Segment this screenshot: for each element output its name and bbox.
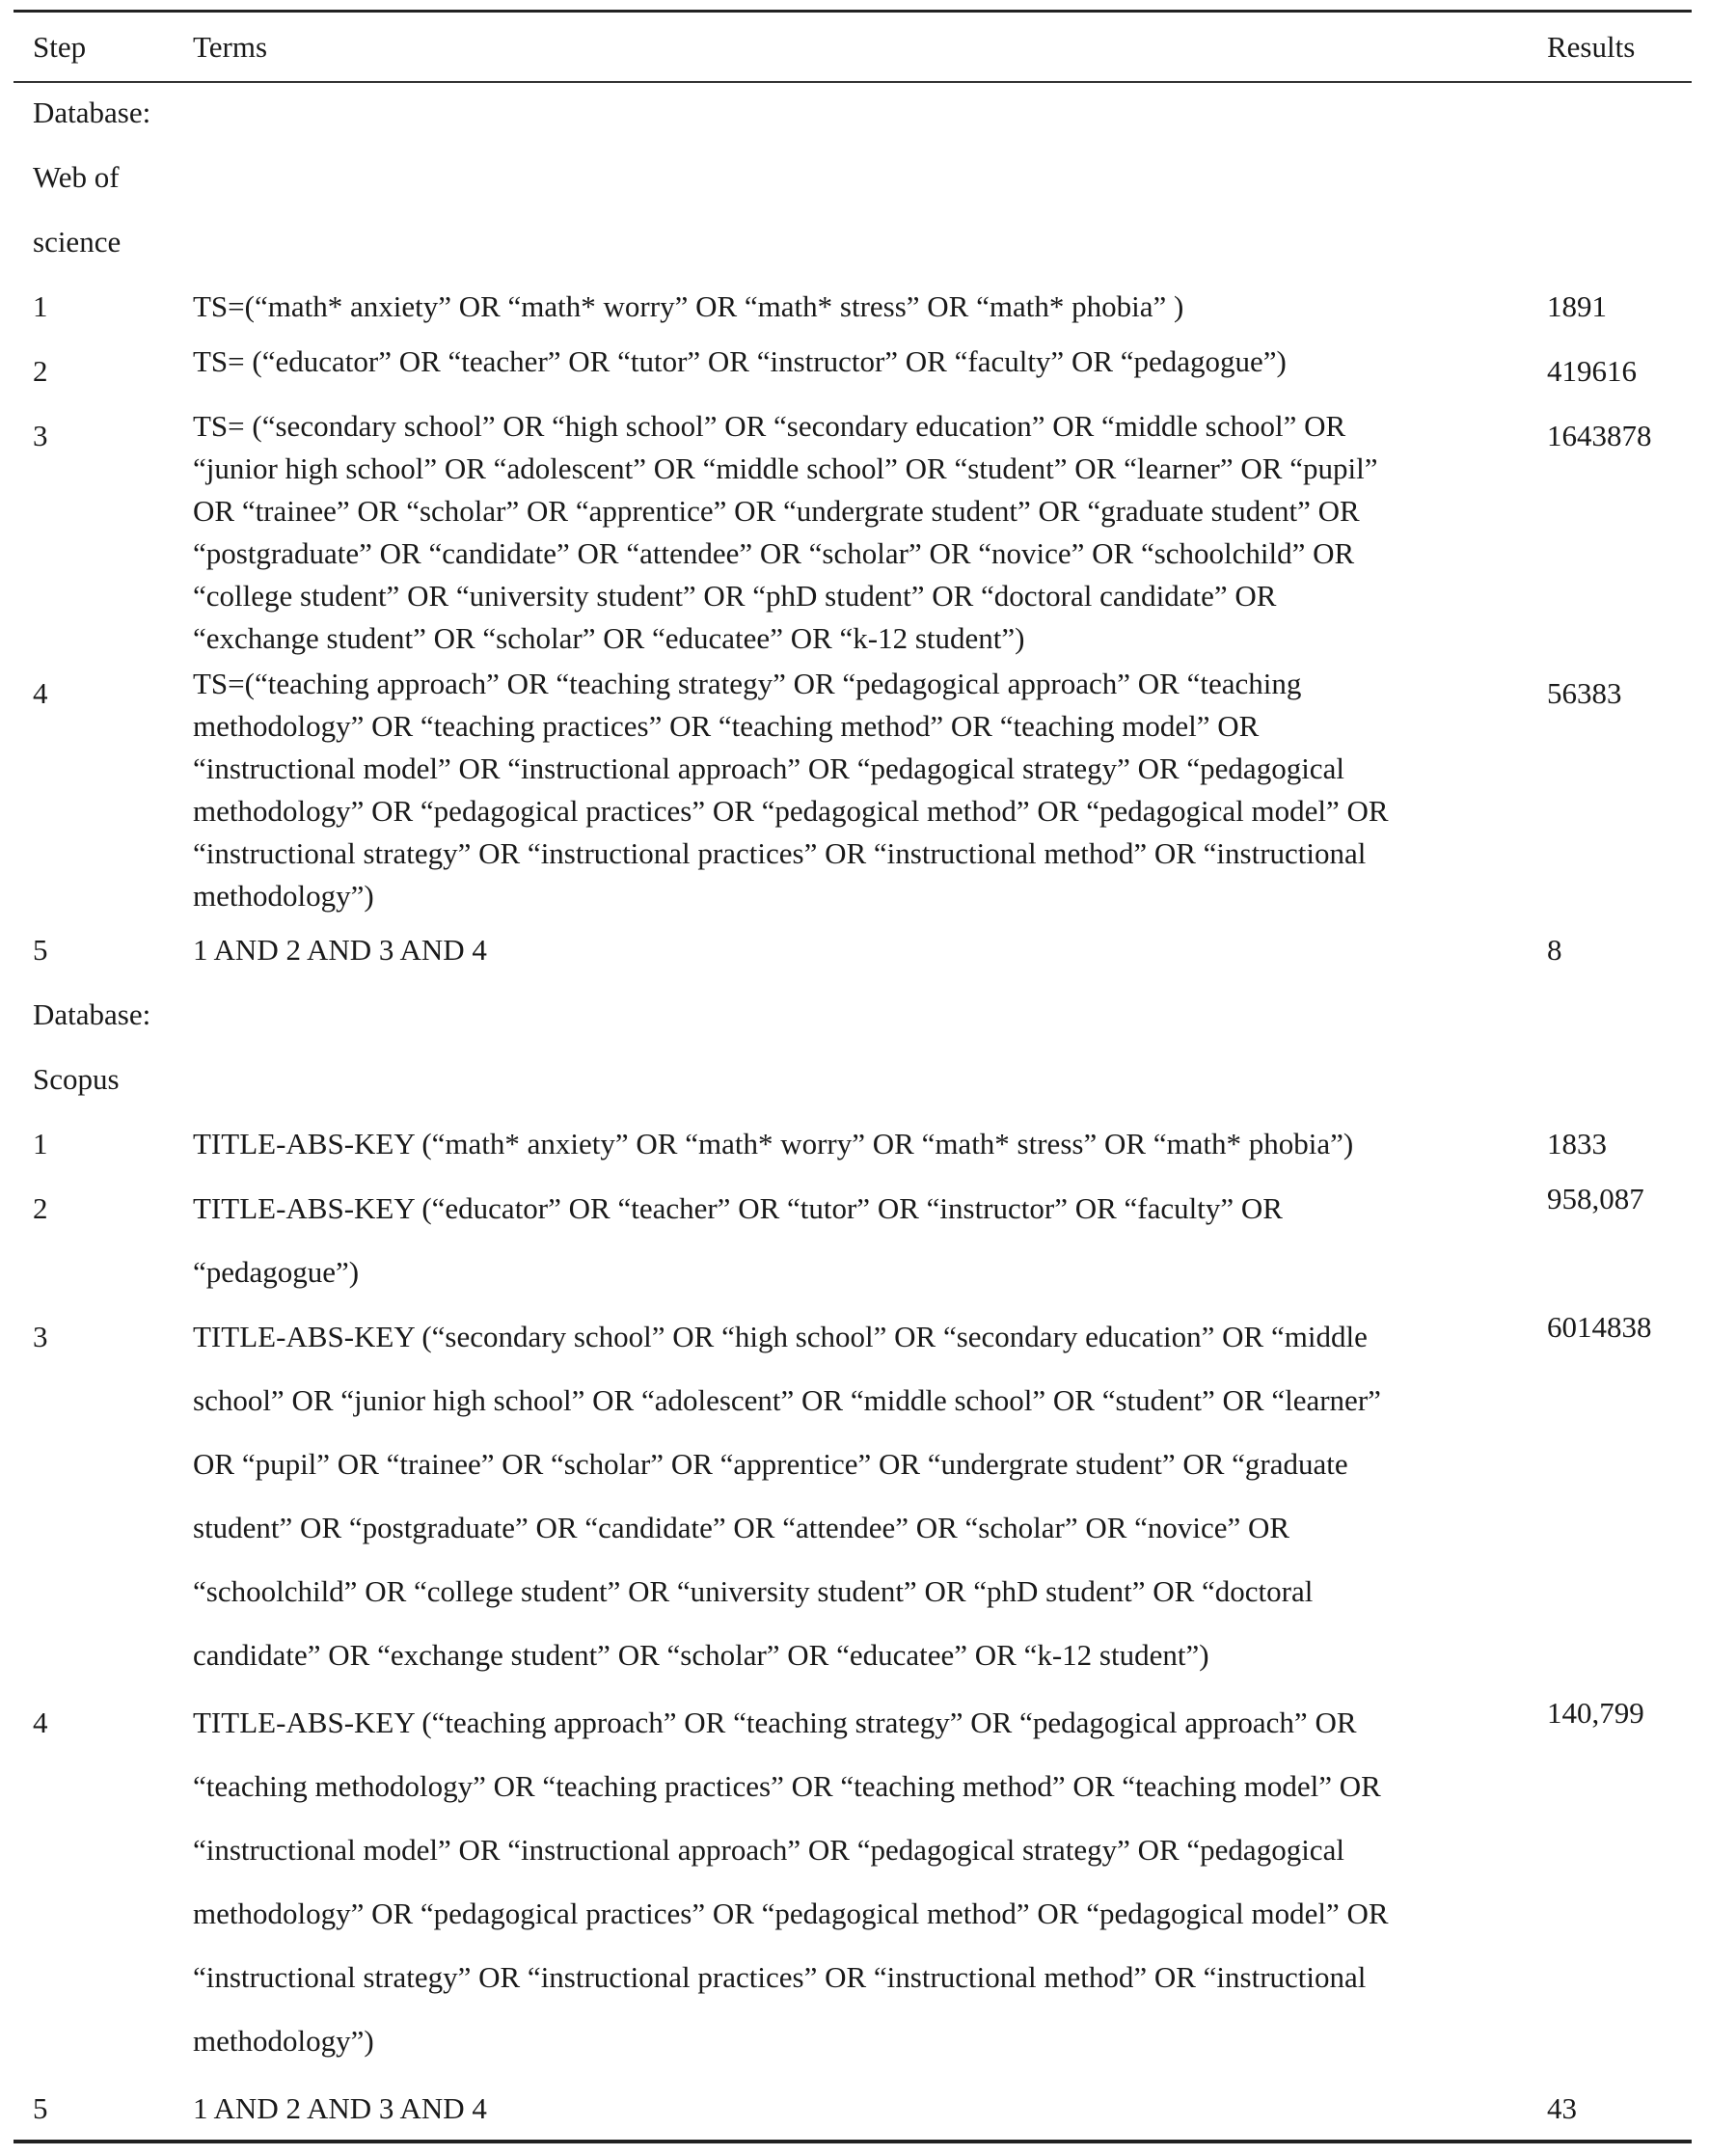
row-terms xyxy=(193,2092,1543,2156)
terms-line: TITLE-ABS-KEY (“secondary school” OR “high school” OR “secondary education” OR “middle xyxy=(193,1320,1368,1353)
row-terms xyxy=(193,345,1543,388)
table-top-rule xyxy=(14,10,1692,13)
terms-line: methodology” OR “pedagogical practices” OR “pedagogical method” OR “pedagogical model” OR xyxy=(193,794,1389,828)
terms-line: “instructional strategy” OR “instructional practices” OR “instructional method” OR “instructional xyxy=(193,1960,1367,1994)
terms-line: methodology” OR “teaching practices” OR “teaching method” OR “teaching model” OR xyxy=(193,709,1260,743)
row-result: 1833 xyxy=(1547,1127,1607,1160)
row-terms xyxy=(193,668,1543,922)
terms-line: “college student” OR “university student” OR “phD student” OR “doctoral candidate” OR xyxy=(193,579,1277,613)
table-bottom-rule xyxy=(14,2140,1692,2143)
row-result: 1643878 xyxy=(1547,419,1652,452)
terms-line: “instructional model” OR “instructional approach” OR “pedagogical strategy” OR “pedagogical xyxy=(193,751,1344,785)
terms-line: “exchange student” OR “scholar” OR “educatee” OR “k-12 student”) xyxy=(193,621,1025,655)
terms-line: TITLE-ABS-KEY (“math* anxiety” OR “math* worry” OR “math* stress” OR “math* phobia”) xyxy=(193,1127,1354,1160)
row-result: 958,087 xyxy=(1547,1182,1644,1215)
row-step: 3 xyxy=(33,1320,48,1353)
terms-line: “junior high school” OR “adolescent” OR “middle school” OR “student” OR “learner” OR “pupil” xyxy=(193,451,1378,485)
terms-line: OR “pupil” OR “trainee” OR “scholar” OR “apprentice” OR “undergrate student” OR “graduate xyxy=(193,1447,1348,1481)
terms-line: methodology”) xyxy=(193,2024,374,2058)
terms-line: TITLE-ABS-KEY (“educator” OR “teacher” OR “tutor” OR “instructor” OR “faculty” OR xyxy=(193,1191,1283,1225)
header-terms: Terms xyxy=(193,30,268,64)
terms-line: OR “trainee” OR “scholar” OR “apprentice” OR “undergrate student” OR “graduate student” OR xyxy=(193,494,1360,528)
row-step: 4 xyxy=(33,676,48,710)
row-result: 43 xyxy=(1547,2091,1577,2125)
terms-line: TS= (“educator” OR “teacher” OR “tutor” OR “instructor” OR “faculty” OR “pedagogue”) xyxy=(193,344,1287,378)
row-result: 1891 xyxy=(1547,289,1607,323)
terms-line: “instructional model” OR “instructional approach” OR “pedagogical strategy” OR “pedagogical xyxy=(193,1833,1344,1867)
row-step: 5 xyxy=(33,933,48,967)
header-results: Results xyxy=(1547,30,1636,64)
row-terms xyxy=(193,1321,1543,1703)
database-label-line: science xyxy=(33,225,122,259)
row-step: 1 xyxy=(33,289,48,323)
row-result: 56383 xyxy=(1547,676,1622,710)
row-step: 1 xyxy=(33,1127,48,1160)
row-terms xyxy=(193,1706,1543,2088)
terms-line: “pedagogue”) xyxy=(193,1255,360,1289)
terms-line: “postgraduate” OR “candidate” OR “attendee” OR “scholar” OR “novice” OR “schoolchild” OR xyxy=(193,536,1355,570)
database-label-line: Scopus xyxy=(33,1062,120,1096)
terms-line: 1 AND 2 AND 3 AND 4 xyxy=(193,2091,487,2125)
row-result: 140,799 xyxy=(1547,1696,1644,1730)
row-terms xyxy=(193,290,1543,333)
database-label-line: Database: xyxy=(33,96,151,129)
database-label-line: Web of xyxy=(33,160,120,194)
row-result: 6014838 xyxy=(1547,1310,1652,1344)
terms-line: student” OR “postgraduate” OR “candidate” OR “attendee” OR “scholar” OR “novice” OR xyxy=(193,1511,1290,1544)
terms-line: 1 AND 2 AND 3 AND 4 xyxy=(193,933,487,967)
row-terms xyxy=(193,934,1543,976)
terms-line: “schoolchild” OR “college student” OR “university student” OR “phD student” OR “doctoral xyxy=(193,1574,1314,1608)
row-terms xyxy=(193,1192,1543,1320)
row-terms xyxy=(193,1128,1543,1191)
terms-line: school” OR “junior high school” OR “adolescent” OR “middle school” OR “student” OR “learner” xyxy=(193,1383,1381,1417)
terms-line: methodology”) xyxy=(193,879,374,913)
terms-line: candidate” OR “exchange student” OR “scholar” OR “educatee” OR “k-12 student”) xyxy=(193,1638,1209,1672)
header-step: Step xyxy=(33,30,87,64)
terms-line: “instructional strategy” OR “instructional practices” OR “instructional method” OR “instructional xyxy=(193,836,1367,870)
database-label-line: Database: xyxy=(33,997,151,1031)
terms-line: methodology” OR “pedagogical practices” OR “pedagogical method” OR “pedagogical model” OR xyxy=(193,1897,1389,1930)
terms-line: TITLE-ABS-KEY (“teaching approach” OR “teaching strategy” OR “pedagogical approach” OR xyxy=(193,1706,1357,1739)
row-terms xyxy=(193,410,1543,665)
row-result: 419616 xyxy=(1547,354,1637,388)
row-step: 4 xyxy=(33,1706,48,1739)
terms-line: TS= (“secondary school” OR “high school” OR “secondary education” OR “middle school” OR xyxy=(193,409,1346,443)
row-step: 2 xyxy=(33,1191,48,1225)
terms-line: “teaching methodology” OR “teaching practices” OR “teaching method” OR “teaching model” OR xyxy=(193,1769,1381,1803)
row-result: 8 xyxy=(1547,933,1562,967)
header-rule xyxy=(14,81,1692,83)
row-step: 5 xyxy=(33,2091,48,2125)
terms-line: TS=(“teaching approach” OR “teaching strategy” OR “pedagogical approach” OR “teaching xyxy=(193,667,1302,700)
row-step: 3 xyxy=(33,419,48,452)
terms-line: TS=(“math* anxiety” OR “math* worry” OR “math* stress” OR “math* phobia” ) xyxy=(193,289,1184,323)
row-step: 2 xyxy=(33,354,48,388)
